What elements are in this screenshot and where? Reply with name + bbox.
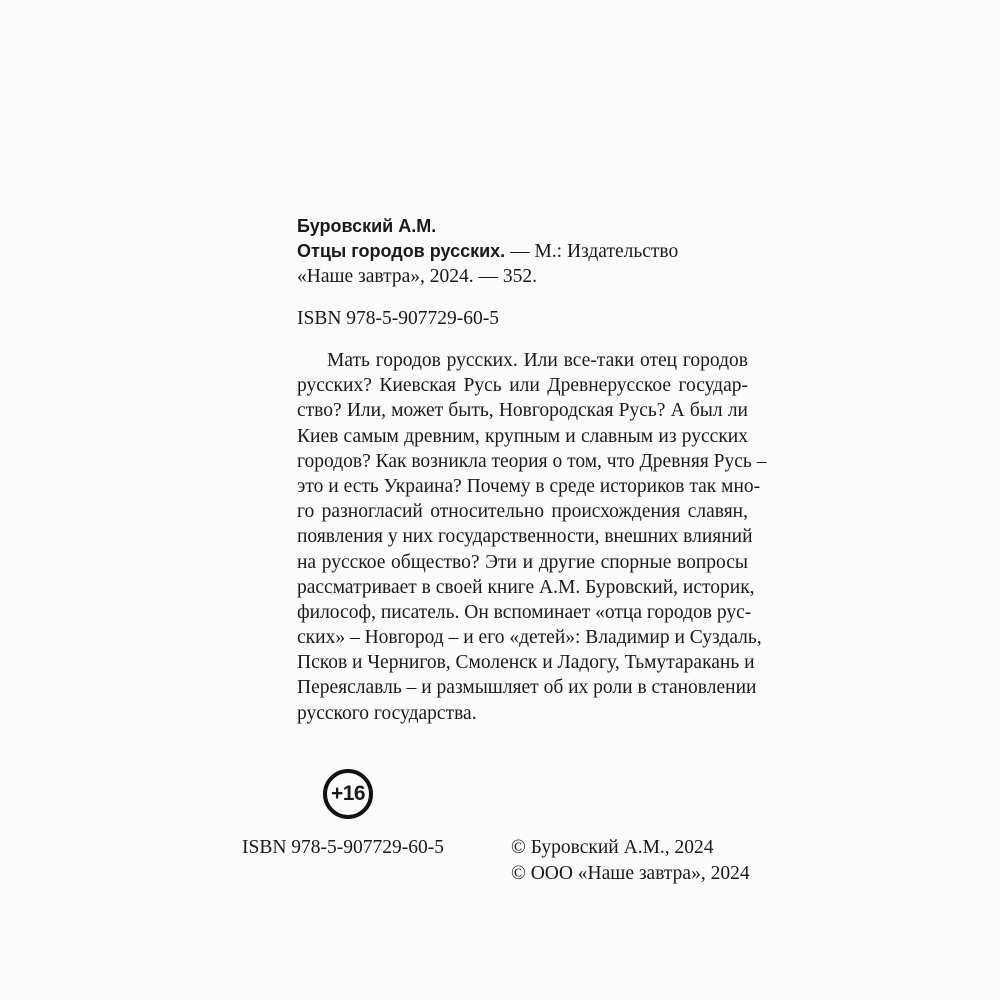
annotation-line: Переяславль – и размышляет об их роли в становлении xyxy=(297,677,757,699)
annotation-line: русского государства. xyxy=(297,702,477,724)
annotation-line: ство? Или, может быть, Новгородская Русь? А был ли xyxy=(297,400,748,422)
annotation-line: го разногласий относительно происхождения славян, xyxy=(297,501,748,523)
annotation-line: русских? Киевская Русь или Древнерусское государ- xyxy=(297,375,748,397)
isbn-bottom: ISBN 978-5-907729-60-5 xyxy=(242,837,445,858)
title-line xyxy=(297,239,737,264)
annotation-line: рассматривает в своей книге А.М. Буровский, историк, xyxy=(297,576,755,598)
annotation-line: это и есть Украина? Почему в среде историков так мно- xyxy=(297,475,761,497)
copyright-author: © Буровский А.М., 2024 xyxy=(511,837,714,858)
annotation-line: на русское общество? Эти и другие спорные вопросы xyxy=(297,551,748,573)
isbn-top: ISBN 978-5-907729-60-5 xyxy=(297,308,500,329)
imprint-line: «Наше завтра», 2024. — 352. xyxy=(297,266,538,287)
annotation-line: философ, писатель. Он вспоминает «отца городов рус- xyxy=(297,601,752,623)
annotation-line: Псков и Чернигов, Смоленск и Ладогу, Тьмутаракань и xyxy=(297,652,755,674)
annotation-line: появления у них государственности, внешних влияний xyxy=(297,526,753,548)
annotation-line: Мать городов русских. Или все-таки отец городов xyxy=(327,350,748,371)
author-name: Буровский А.М. xyxy=(297,216,437,236)
imprint-publisher: — М.: Издательство xyxy=(505,241,679,262)
age-rating-badge: +16 xyxy=(323,769,373,819)
bibliographic-record xyxy=(297,214,737,289)
annotation-paragraph xyxy=(297,348,767,726)
annotation-line: Киев самым древним, крупным и славным из русских xyxy=(297,425,748,447)
annotation-line: городов? Как возникла теория о том, что Древняя Русь – xyxy=(297,450,767,472)
annotation-line: ских» – Новгород – и его «детей»: Владимир и Суздаль, xyxy=(297,627,762,649)
author-line xyxy=(297,214,737,239)
book-title: Отцы городов русских. xyxy=(297,241,506,261)
copyright-publisher: © ООО «Наше завтра», 2024 xyxy=(511,863,750,884)
copyright-block xyxy=(511,835,750,887)
